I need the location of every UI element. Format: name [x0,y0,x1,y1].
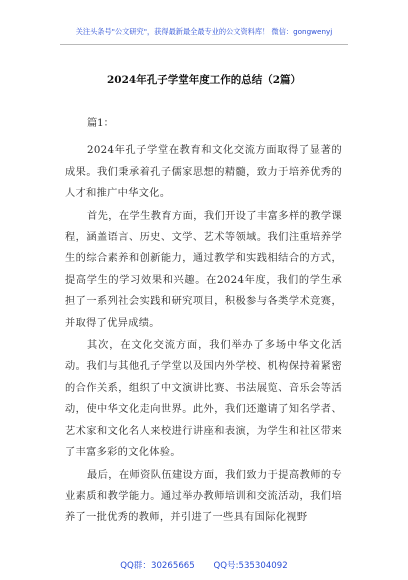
header-divider [60,44,348,45]
paragraph: 最后，在师资队伍建设方面，我们致力于提高教师的专业素质和教学能力。通过举办教师培训和交流活动，我们培养了一批优秀的教师，并引进了一些具有国际化视野 [65,469,342,524]
header-note: 关注头条号"公文研究"，获得最新最全最专业的公文资料库！ 微信：gongwenyj [75,27,333,36]
footer-contact [0,559,408,571]
section-label: 篇1： [87,118,114,129]
paragraph: 2024年孔子学堂在教育和文化交流方面取得了显著的成果。我们秉承着孔子儒家思想的精髓，致力于培养优秀的人才和推广中华文化。 [65,145,342,200]
document-title: 2024年孔子学堂年度工作的总结（2篇） [106,74,302,86]
paragraph: 其次，在文化交流方面，我们举办了多场中华文化活动。我们与其他孔子学堂以及国内外学校、机构保持着紧密的合作关系，组织了中文演讲比赛、书法展览、音乐会等活动，使中华文化走向世界。此外，我们还邀请了知名学者、艺术家和文化名人来校进行讲座和表演，为学生和社区带来了丰富多彩的文化体验。 [65,340,342,459]
document-body [65,113,342,529]
qq-group: QQ群：30265665 [120,561,195,571]
qq-number: QQ号:535304092 [213,561,288,571]
paragraph: 首先，在学生教育方面，我们开设了丰富多样的教学课程，涵盖语言、历史、文学、艺术等领域。我们注重培养学生的综合素养和创新能力，通过教学和实践相结合的方式，提高学生的学习效果和兴趣。在2024年度，我们的学生承担了一系列社会实践和研究项目，积极参与各类学术竞赛，并取得了优异成绩。 [65,210,342,329]
